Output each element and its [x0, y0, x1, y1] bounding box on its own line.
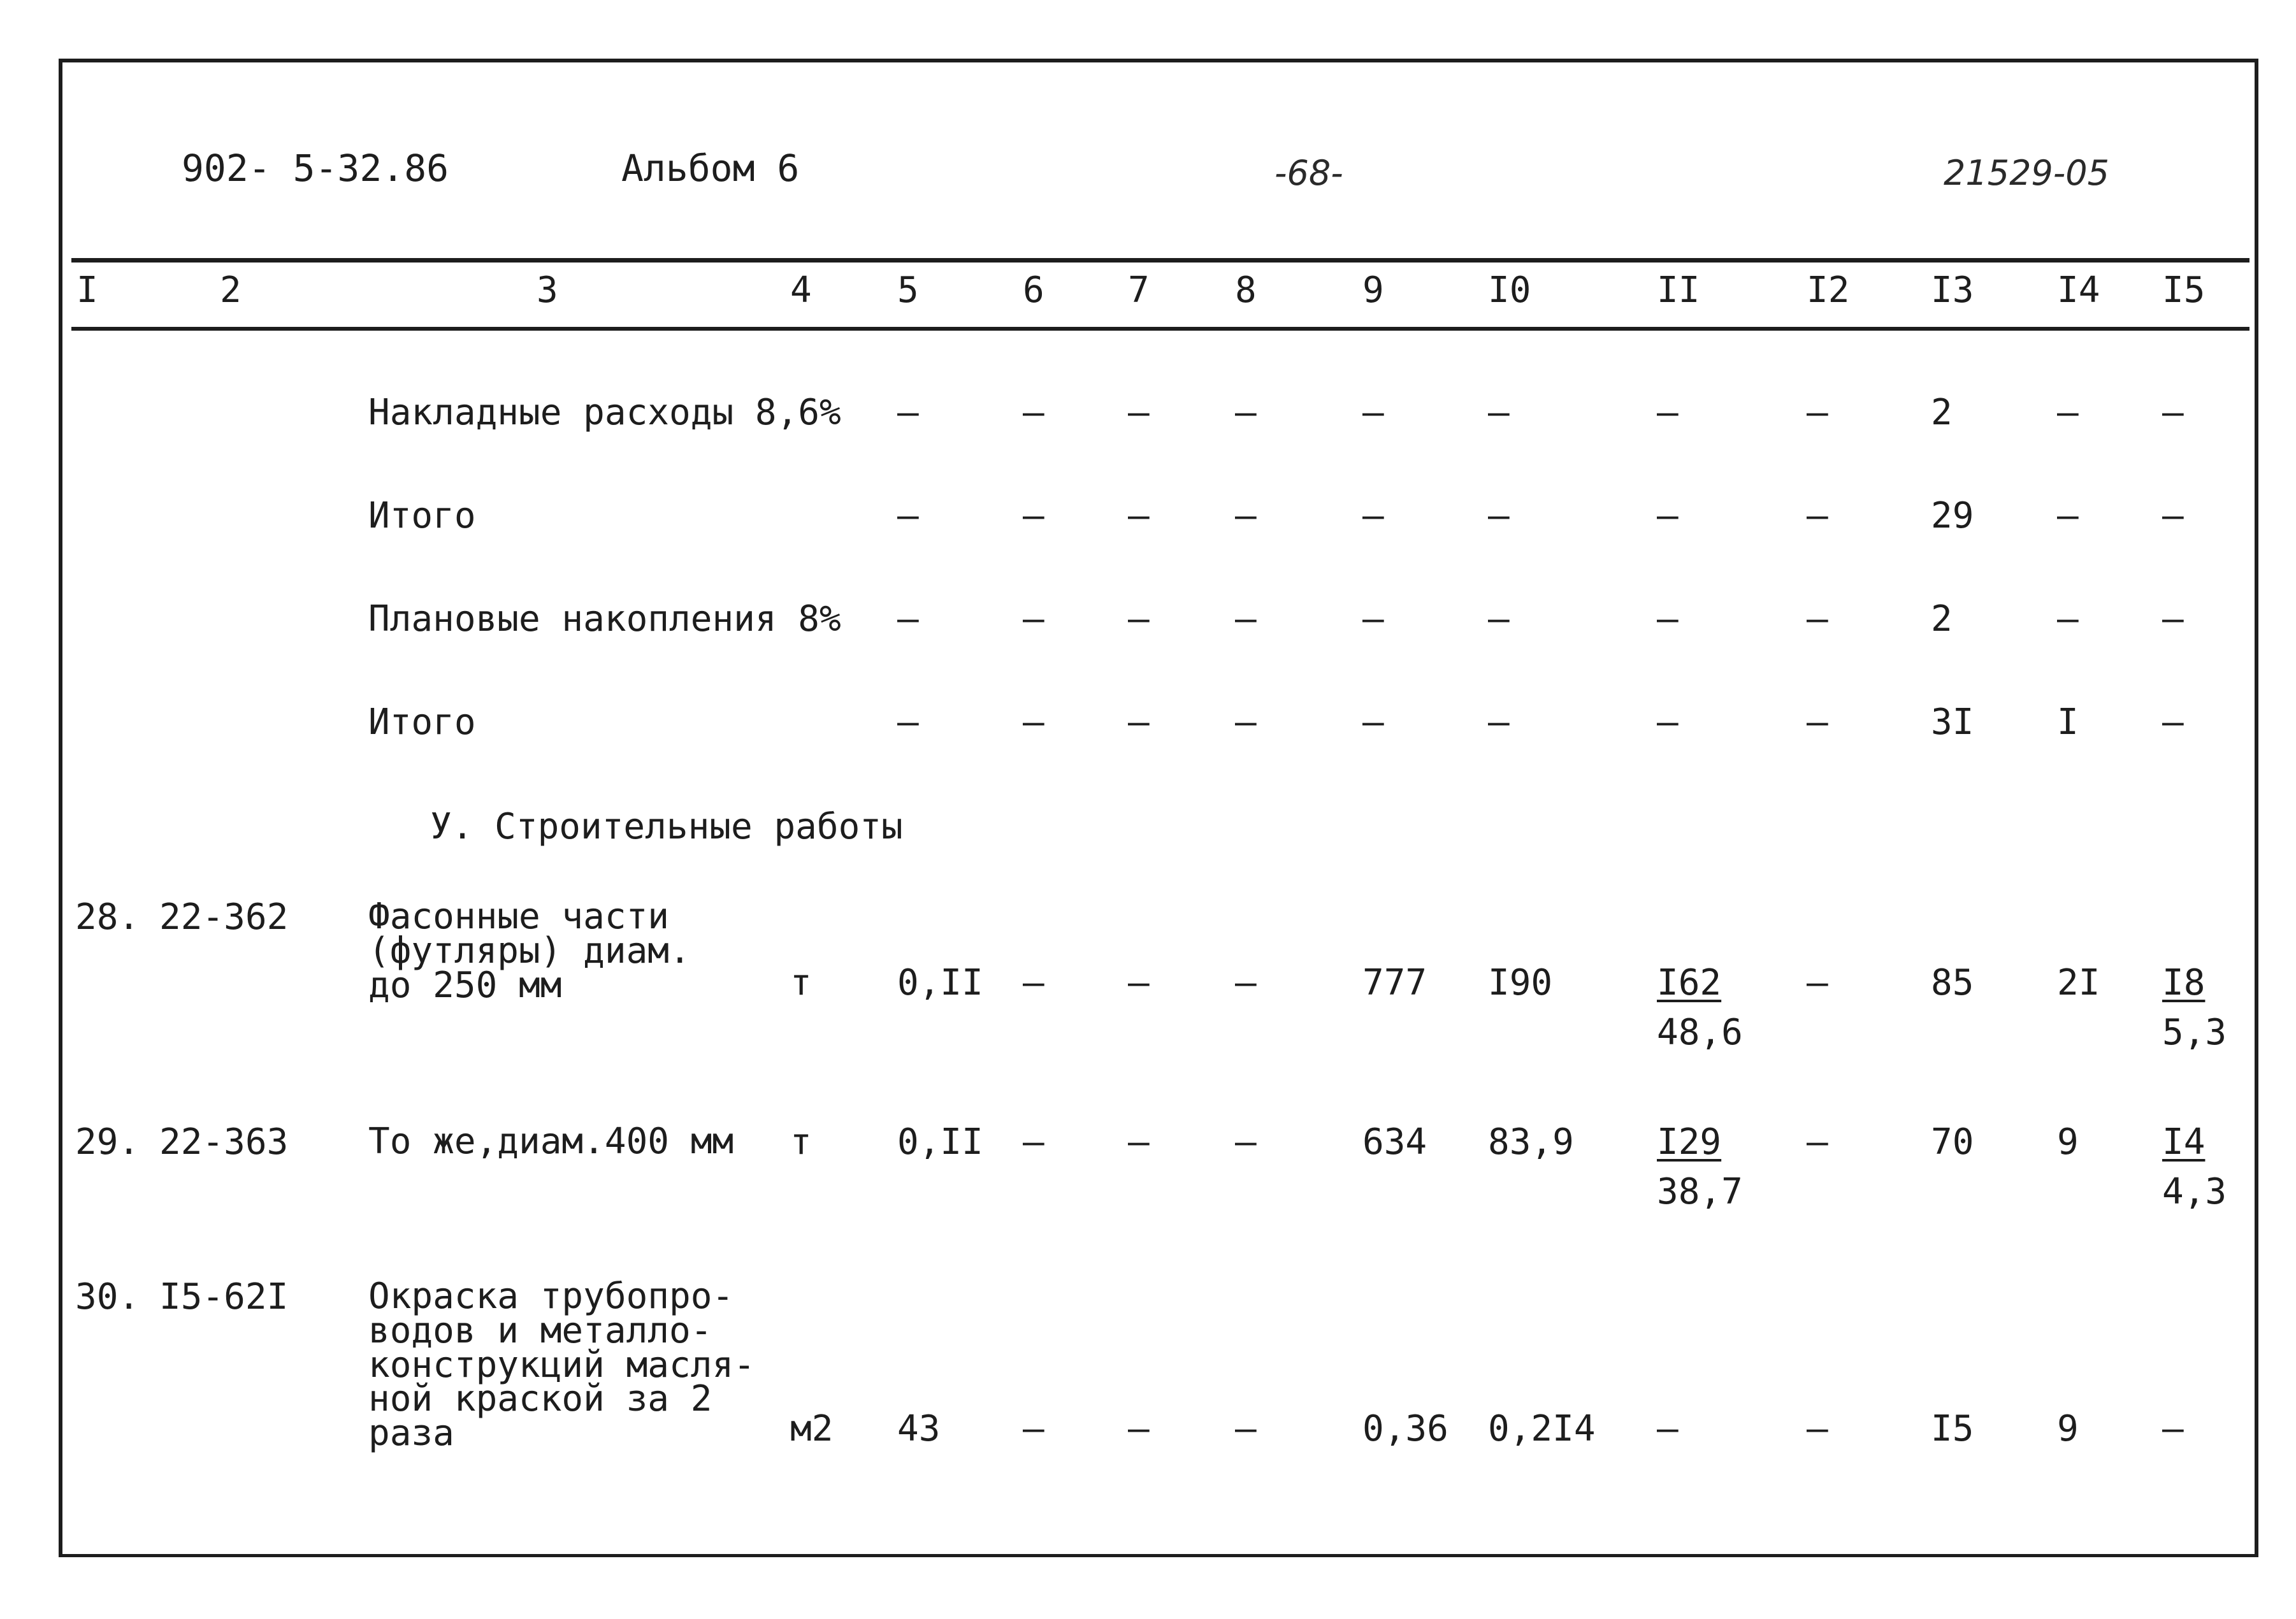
cell-c14: I: [2057, 702, 2079, 743]
cell-c8: –: [1235, 598, 1257, 640]
cell-c11: –: [1657, 392, 1679, 433]
cell-c7: –: [1128, 598, 1150, 640]
cell-c10: I90: [1488, 962, 1553, 1004]
cell-c11: –: [1657, 702, 1679, 743]
cell-c9: 0,36: [1362, 1408, 1448, 1450]
item-code: I5-62I: [159, 1276, 289, 1318]
col-header-2: 2: [220, 270, 242, 311]
archive-number: 21529-05: [1944, 153, 2109, 193]
cell-c6: –: [1023, 598, 1044, 640]
col-header-13: I3: [1931, 270, 1974, 311]
col-header-8: 8: [1235, 270, 1257, 311]
cell-c9: –: [1362, 598, 1384, 640]
row-name: Итого: [368, 495, 476, 536]
cell-c12: –: [1807, 1121, 1828, 1163]
cell-c15: –: [2162, 702, 2184, 743]
row-name: Накладные расходы 8,6%: [368, 392, 841, 433]
cell-c13: 85: [1931, 962, 1974, 1004]
cell-c6: –: [1023, 1121, 1044, 1163]
cell-unit: м2: [790, 1408, 834, 1450]
cell-c8: –: [1235, 702, 1257, 743]
page-number: -68-: [1274, 153, 1343, 193]
cell-c12: –: [1807, 962, 1828, 1004]
cell-c14: 9: [2057, 1121, 2079, 1163]
item-name: [368, 1276, 755, 1454]
cell-c8: –: [1235, 392, 1257, 433]
album-label: Альбом 6: [621, 147, 800, 190]
cell-c11: –: [1657, 1408, 1679, 1450]
cell-c15-top: I8: [2162, 962, 2206, 1004]
cell-c11: –: [1657, 598, 1679, 640]
cell-c7: –: [1128, 1121, 1150, 1163]
cell-c10: 0,2I4: [1488, 1408, 1596, 1450]
cell-c13: 70: [1931, 1121, 1974, 1163]
cell-c13: I5: [1931, 1408, 1974, 1450]
col-header-10: I0: [1488, 270, 1531, 311]
cell-c11-bottom: 38,7: [1657, 1171, 1743, 1212]
cell-c9: –: [1362, 702, 1384, 743]
cell-c7: –: [1128, 1408, 1150, 1450]
header-rule-top: [71, 258, 2249, 263]
item-name-line: (футляры) диам.: [368, 930, 691, 972]
cell-c10: –: [1488, 392, 1510, 433]
cell-c11-top: I62: [1657, 962, 1722, 1004]
cell-c14: –: [2057, 495, 2079, 536]
cell-c14: –: [2057, 392, 2079, 433]
cell-c6: –: [1023, 702, 1044, 743]
cell-c7: –: [1128, 702, 1150, 743]
item-name-line: То же,диам.400 мм: [368, 1121, 734, 1162]
item-name-line: Окраска трубопро-: [368, 1276, 734, 1317]
col-header-1: I: [76, 270, 98, 311]
item-name-line: Фасонные части: [368, 896, 670, 937]
item-name-line: конструкций масля-: [368, 1344, 755, 1386]
cell-unit: т: [790, 1121, 812, 1163]
item-code: 22-362: [159, 896, 289, 938]
document-code: 902- 5-32.86: [182, 147, 449, 190]
cell-c12: –: [1807, 598, 1828, 640]
item-name-line: раза: [368, 1413, 454, 1454]
col-header-5: 5: [897, 270, 919, 311]
item-number: 28.: [75, 896, 140, 938]
cell-c15-fraction: [2162, 1121, 2227, 1212]
item-code: 22-363: [159, 1121, 289, 1163]
cell-c10: –: [1488, 702, 1510, 743]
cell-c6: –: [1023, 1408, 1044, 1450]
cell-c15: –: [2162, 598, 2184, 640]
cell-c5: –: [897, 392, 919, 433]
row-name: Плановые накопления 8%: [368, 598, 841, 640]
cell-c12: –: [1807, 495, 1828, 536]
cell-c10: –: [1488, 598, 1510, 640]
col-header-15: I5: [2162, 270, 2206, 311]
cell-c13: 2: [1931, 392, 1953, 433]
cell-c15-bottom: 5,3: [2162, 1012, 2227, 1053]
cell-c15: –: [2162, 392, 2184, 433]
cell-c12: –: [1807, 702, 1828, 743]
cell-c9: 777: [1362, 962, 1427, 1004]
cell-c14: 9: [2057, 1408, 2079, 1450]
cell-c12: –: [1807, 1408, 1828, 1450]
col-header-4: 4: [790, 270, 812, 311]
cell-c13: 2: [1931, 598, 1953, 640]
cell-c10: –: [1488, 495, 1510, 536]
section-title: У. Строительные работы: [430, 806, 903, 847]
cell-c12: –: [1807, 392, 1828, 433]
item-name-line: ной краской за 2: [368, 1378, 712, 1420]
cell-c13: 29: [1931, 495, 1974, 536]
col-header-7: 7: [1128, 270, 1150, 311]
header-rule-bottom: [71, 327, 2249, 331]
cell-c8: –: [1235, 1121, 1257, 1163]
cell-c9: –: [1362, 392, 1384, 433]
item-number: 29.: [75, 1121, 140, 1163]
item-name: [368, 896, 691, 1006]
cell-c7: –: [1128, 962, 1150, 1004]
cell-c7: –: [1128, 495, 1150, 536]
cell-unit: т: [790, 962, 812, 1004]
cell-c8: –: [1235, 495, 1257, 536]
cell-c15: –: [2162, 495, 2184, 536]
cell-c5: 0,II: [897, 1121, 983, 1163]
col-header-3: 3: [537, 270, 558, 311]
cell-c11: –: [1657, 495, 1679, 536]
cell-c5: 43: [897, 1408, 941, 1450]
cell-c14: 2I: [2057, 962, 2100, 1004]
cell-c15: –: [2162, 1408, 2184, 1450]
cell-c7: –: [1128, 392, 1150, 433]
cell-c9: 634: [1362, 1121, 1427, 1163]
cell-c5: 0,II: [897, 962, 983, 1004]
cell-c5: –: [897, 598, 919, 640]
cell-c8: –: [1235, 962, 1257, 1004]
cell-c11-fraction: [1657, 962, 1743, 1053]
cell-c15-fraction: [2162, 962, 2227, 1053]
cell-c11-top: I29: [1657, 1121, 1722, 1163]
cell-c15-bottom: 4,3: [2162, 1171, 2227, 1212]
cell-c5: –: [897, 702, 919, 743]
cell-c14: –: [2057, 598, 2079, 640]
cell-c13: 3I: [1931, 702, 1974, 743]
cell-c8: –: [1235, 1408, 1257, 1450]
cell-c6: –: [1023, 962, 1044, 1004]
cell-c6: –: [1023, 392, 1044, 433]
col-header-14: I4: [2057, 270, 2100, 311]
cell-c5: –: [897, 495, 919, 536]
item-number: 30.: [75, 1276, 140, 1318]
col-header-12: I2: [1807, 270, 1850, 311]
col-header-9: 9: [1362, 270, 1384, 311]
row-name: Итого: [368, 702, 476, 743]
cell-c9: –: [1362, 495, 1384, 536]
item-name-line: до 250 мм: [368, 964, 562, 1006]
cell-c11-bottom: 48,6: [1657, 1012, 1743, 1053]
col-header-6: 6: [1023, 270, 1044, 311]
cell-c6: –: [1023, 495, 1044, 536]
cell-c15-top: I4: [2162, 1121, 2206, 1163]
cell-c10: 83,9: [1488, 1121, 1574, 1163]
item-name: [368, 1121, 734, 1162]
item-name-line: водов и металло-: [368, 1309, 712, 1351]
cell-c11-fraction: [1657, 1121, 1743, 1212]
col-header-11: II: [1657, 270, 1700, 311]
